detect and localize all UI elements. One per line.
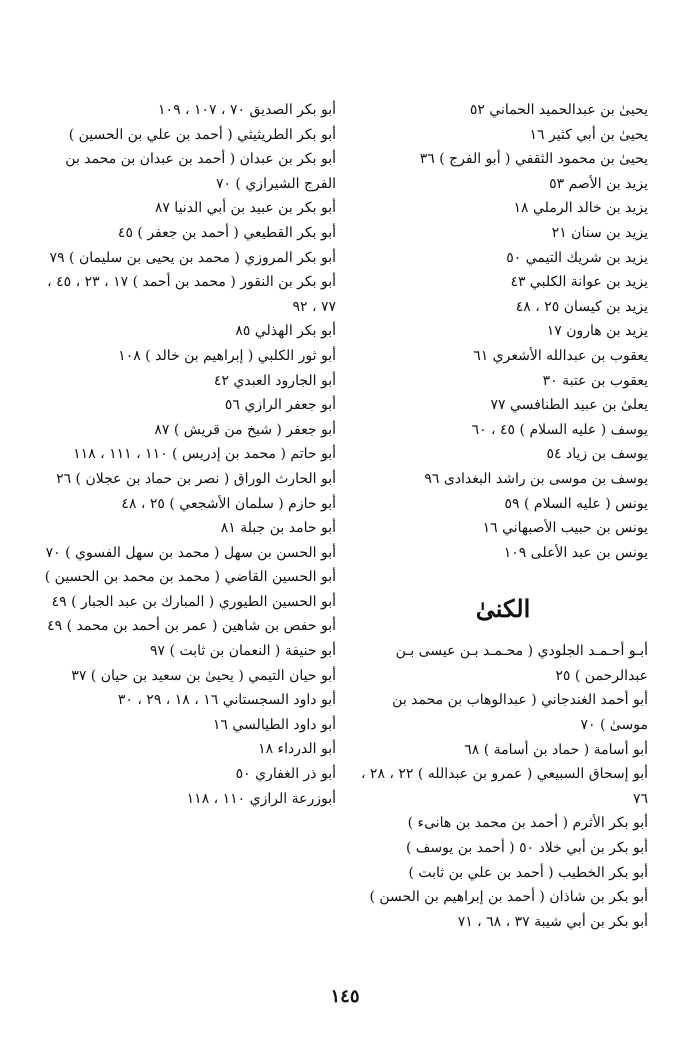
- index-entry: أبو بكر القطيعي ( أحمد بن جعفر ) ٤٥: [117, 224, 336, 241]
- index-entry: أبو الجارود العبدي ٤٢: [213, 372, 336, 389]
- right-column-entries: [358, 98, 648, 565]
- index-entry: أبو الحارث الوراق ( نصر بن حماد بن عجلان ) ٢٦: [56, 470, 336, 487]
- section-heading-kunya: الكنىٰ: [475, 594, 531, 624]
- index-entry: أبو الدرداء ١٨: [258, 741, 336, 758]
- index-entry: أبو الحسين الطيوري ( المبارك بن عبد الجبار ) ٤٩: [51, 593, 336, 610]
- index-entry: أبـو أحـمـد الجلودي ( محـمـد بـن عيسى بـن عبدالرحمن ) ٢٥: [395, 643, 648, 684]
- index-entry: يحيىٰ بن محمود الثقفي ( أبو الفرج ) ٣٦: [419, 151, 648, 168]
- index-entry: يزيد بن خالد الرملي ١٨: [513, 200, 648, 217]
- index-entry: أبو أحمد الغندجاني ( عبدالوهاب بن محمد بن موسىٰ ) ٧٠: [392, 692, 648, 734]
- index-entry: أبو بكر الهذلي ٨٥: [235, 323, 336, 340]
- index-entry: يزيد بن كيسان ٢٥ ، ٤٨: [515, 298, 648, 315]
- index-entry: أبو بكر الخطيب ( أحمد بن علي بن ثابت ): [408, 864, 648, 881]
- index-entry: يزيد بن هارون ١٧: [546, 323, 648, 340]
- index-entry: يوسف ( عليه السلام ) ٤٥ ، ٦٠: [471, 421, 648, 438]
- index-entry: أبو حاتم ( محمد بن إدريس ) ١١٠ ، ١١١ ، ١١٨: [73, 446, 336, 463]
- index-entry: أبو الحسين القاضي ( محمد بن محمد بن الحسين ): [44, 569, 336, 586]
- index-entry: أبو بكر بن النقور ( محمد بن أحمد ) ١٧ ، ٢٣ ، ٤٥ ، ٧٧ ، ٩٢: [47, 274, 336, 315]
- index-entry: أبو حازم ( سلمان الأشجعي ) ٢٥ ، ٤٨: [121, 495, 336, 512]
- index-entry: أبو أسامة ( حماد بن أسامة ) ٦٨: [464, 741, 648, 758]
- index-entry: يونس بن عبد الأعلى ١٠٩: [503, 544, 648, 561]
- index-entry: أبو بكر الأثرم ( أحمد بن محمد بن هانىء ): [407, 815, 648, 832]
- index-entry: يونس ( عليه السلام ) ٥٩: [504, 495, 648, 512]
- index-entry: أبوزرعة الرازي ١١٠ ، ١١٨: [186, 790, 336, 807]
- index-entry: أبو بكر المروزي ( محمد بن يحيى بن سليمان ) ٧٩: [49, 249, 336, 266]
- index-entry: أبو إسحاق السبيعي ( عمرو بن عبدالله ) ٢٢ ، ٢٨ ، ٧٦: [360, 766, 648, 807]
- left-column-entries: [40, 98, 336, 811]
- index-entry: يعلىٰ بن عبيد الطنافسي ٧٧: [490, 397, 648, 414]
- index-entry: أبو حفص بن شاهين ( عمر بن أحمد بن محمد ) ٤٩: [47, 618, 336, 635]
- index-entry: يحيىٰ بن عبدالحميد الحماني ٥٢: [469, 102, 648, 118]
- index-entry: يزيد بن شريك التيمي ٥٠: [506, 249, 648, 266]
- index-entry: أبو ثور الكلبي ( إبراهيم بن خالد ) ١٠٨: [118, 347, 336, 364]
- index-entry: أبو جعفر الرازي ٥٦: [224, 397, 336, 414]
- index-entry: أبو بكر بن أبي شيبة ٣٧ ، ٦٨ ، ٧١: [457, 913, 648, 930]
- index-entry: يزيد بن الأصم ٥٣: [549, 175, 648, 192]
- index-entry: أبو بكر بن شاذان ( أحمد بن إبراهيم بن الحسن ): [369, 889, 648, 906]
- index-entry: أبو ذر الغفاري ٥٠: [235, 766, 336, 783]
- index-entry: أبو داود السجستاني ١٦ ، ١٨ ، ٢٩ ، ٣٠: [117, 692, 336, 709]
- index-entry: أبو بكر الصديق ٧٠ ، ١٠٧ ، ١٠٩: [158, 102, 336, 118]
- index-entry: يوسف بن موسى بن راشد البغدادى ٩٦: [424, 470, 648, 487]
- index-entry: أبو الحسن بن سهل ( محمد بن سهل الفسوي ) ٧٠: [45, 544, 336, 561]
- index-entry: أبو بكر بن عبدان ( أحمد بن عبدان بن محمد بن الفرج الشيرازي ) ٧٠: [65, 151, 336, 192]
- index-entry: أبو حنيفة ( النعمان بن ثابت ) ٩٧: [150, 643, 336, 660]
- index-entry: يزيد بن عوانة الكلبي ٤٣: [510, 274, 648, 291]
- right-column: [358, 98, 648, 934]
- index-entry: أبو داود الطيالسي ١٦: [212, 716, 336, 733]
- left-column: [40, 98, 336, 811]
- index-entry: يوسف بن زياد ٥٤: [546, 446, 648, 463]
- kunya-entries: [358, 639, 648, 934]
- index-entry: أبو حامد بن جبلة ٨١: [220, 520, 336, 537]
- index-entry: أبو بكر بن عبيد بن أبي الدنيا ٨٧: [154, 200, 336, 217]
- index-entry: أبو حيان التيمي ( يحيىٰ بن سعيد بن حيان ) ٣٧: [71, 667, 336, 684]
- index-entry: يعقوب بن عتبة ٣٠: [542, 372, 648, 389]
- index-entry: يعقوب بن عبدالله الأشعري ٦١: [473, 347, 648, 364]
- index-entry: يحيىٰ بن أبي كثير ١٦: [529, 126, 648, 143]
- index-entry: يونس بن حبيب الأصبهاني ١٦: [482, 520, 648, 537]
- index-entry: أبو جعفر ( شيخ من قريش ) ٨٧: [154, 421, 336, 438]
- index-entry: يزيد بن سنان ٢١: [551, 224, 648, 241]
- index-entry: أبو بكر بن أبي خلاد ٥٠ ( أحمد بن يوسف ): [406, 840, 648, 857]
- index-entry: أبو بكر الطريثيثي ( أحمد بن علي بن الحسين ): [68, 126, 336, 143]
- page-number: ١٤٥: [330, 986, 360, 1007]
